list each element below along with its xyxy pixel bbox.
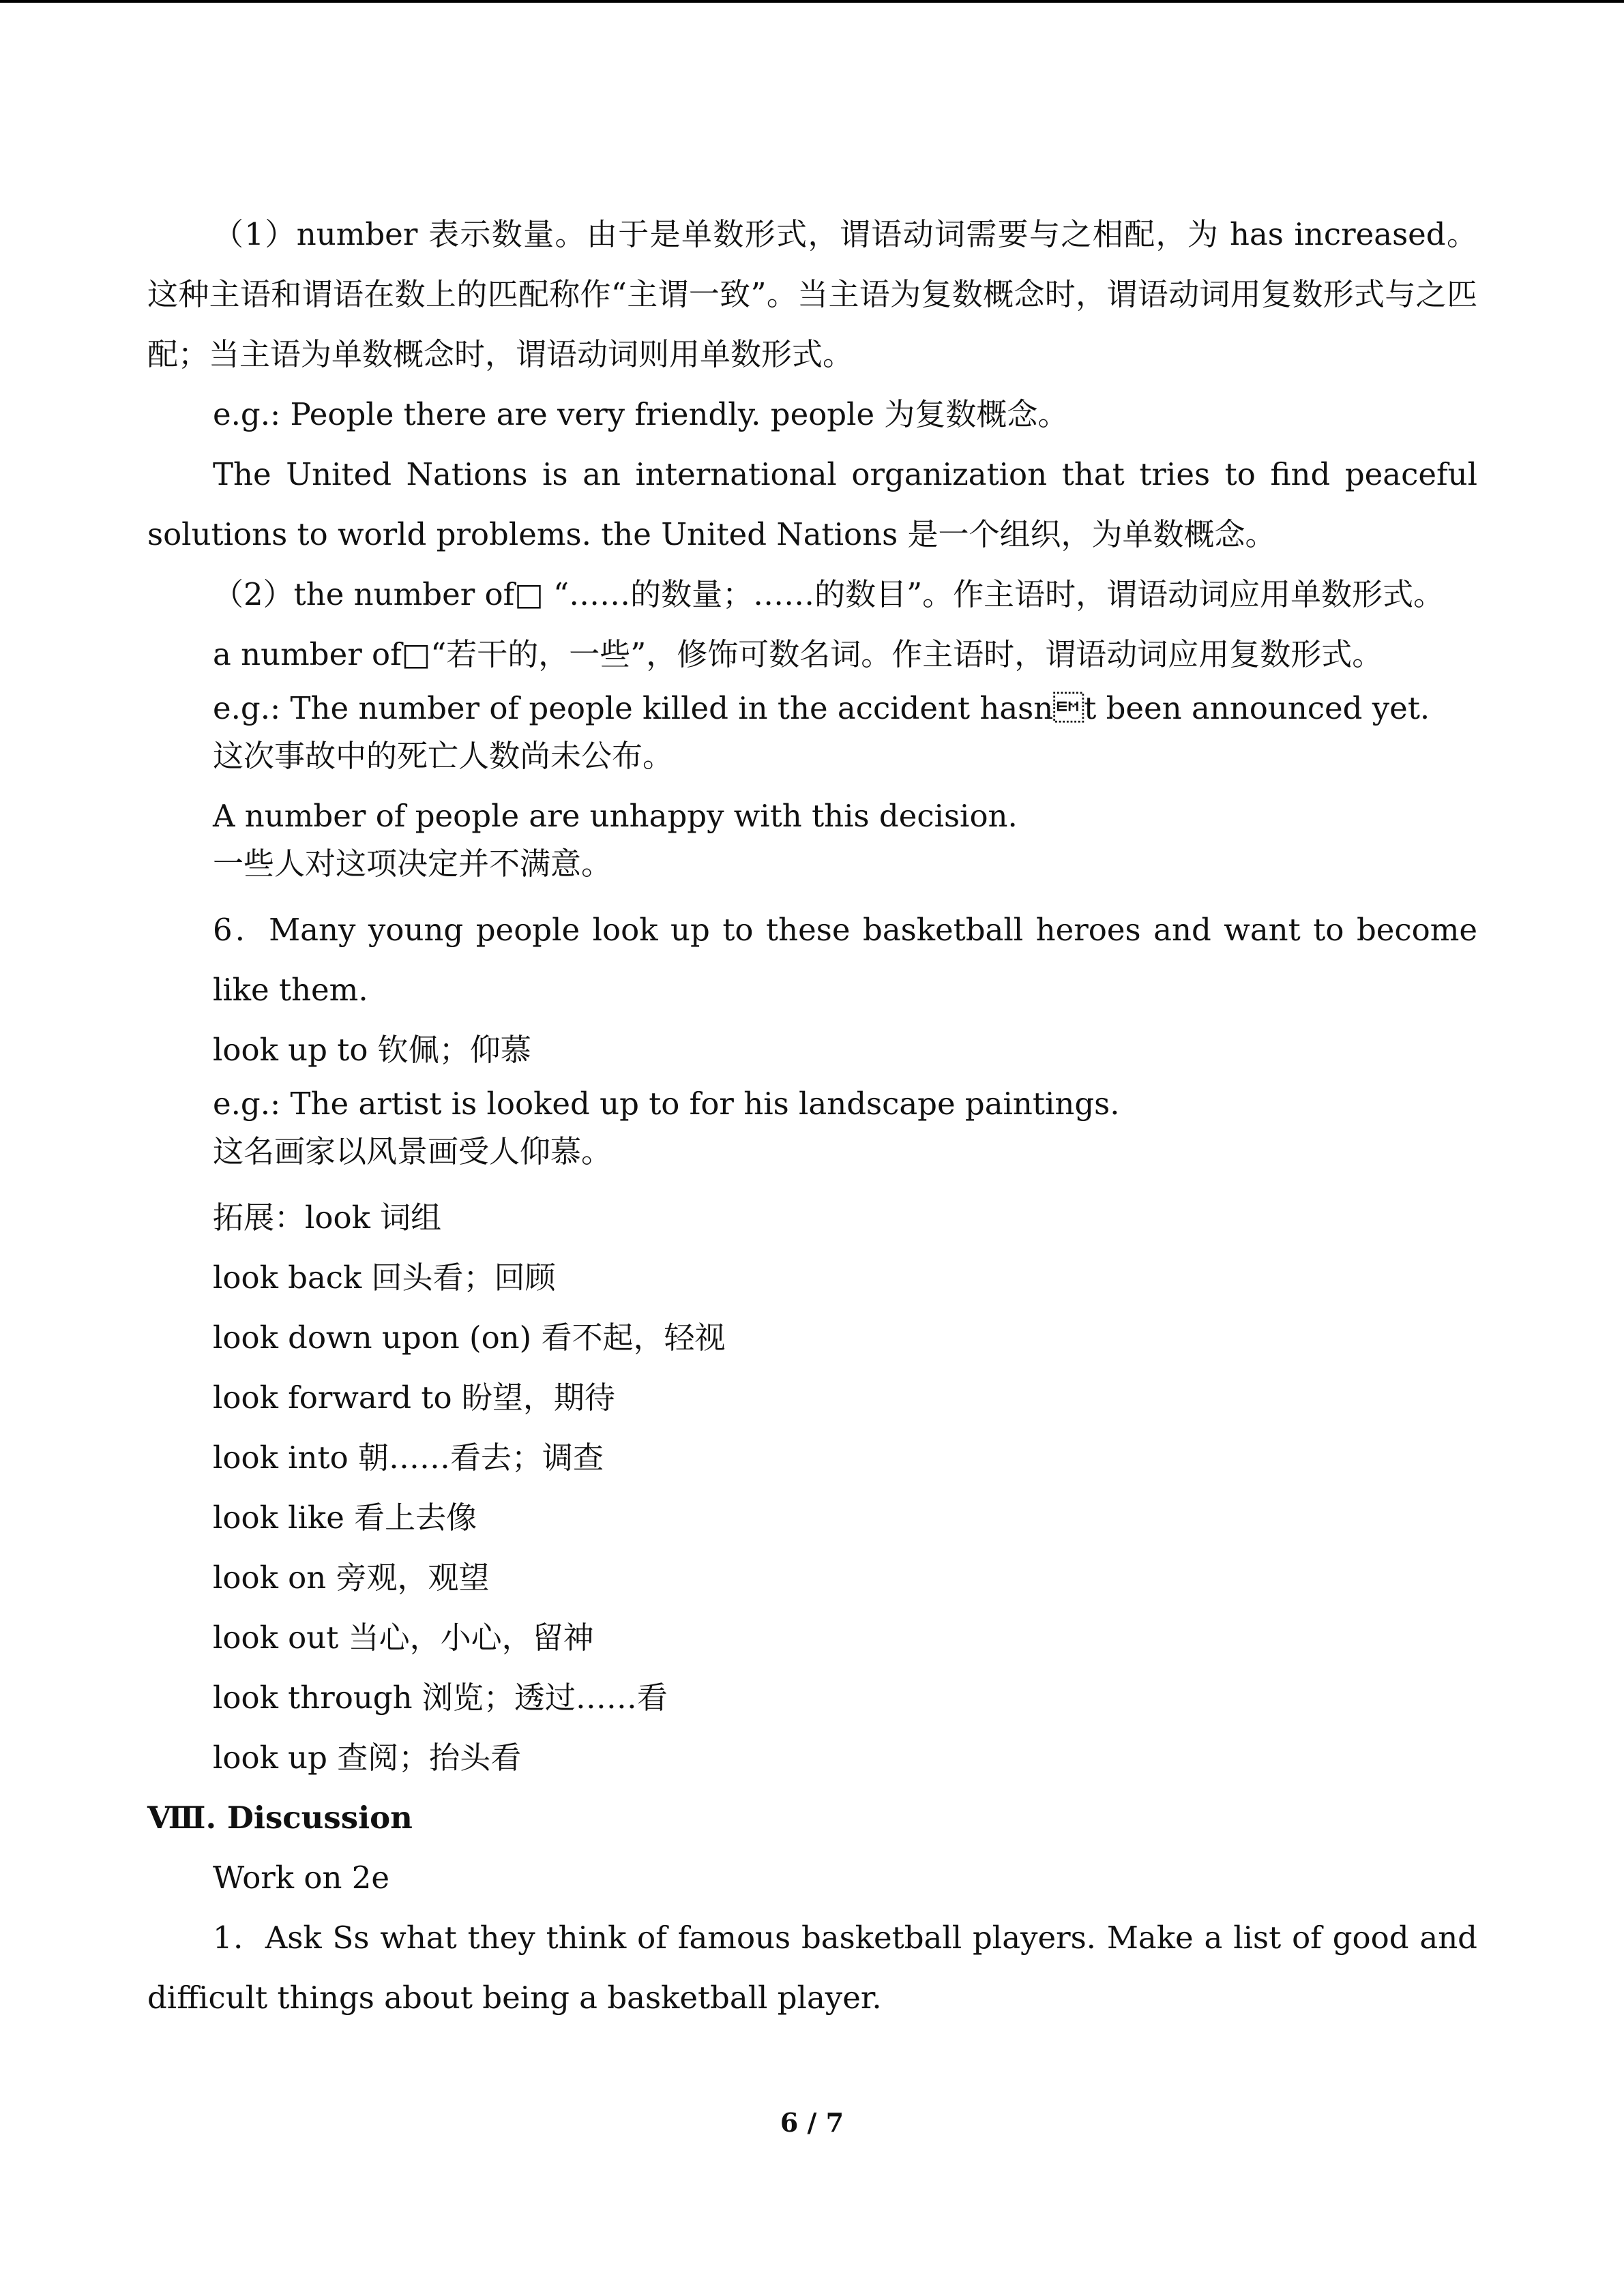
extension-label: 拓展：look 词组 <box>213 1199 442 1236</box>
phrase-item: look up 查阅；抬头看 <box>213 1740 522 1776</box>
phrase-item: look out 当心，小心，留神 <box>213 1620 594 1656</box>
phrase-look-up-to: look up to 钦佩；仰慕 <box>213 1032 531 1068</box>
example-decision-translation: 一些人对这项决定并不满意。 <box>213 846 612 882</box>
example-united-nations: The United Nations is an international organization that tries to find peaceful solutions to world problems. the United Nations 是一个组织，为单数概念。 <box>147 456 1477 552</box>
phrase-item: look back 回头看；回顾 <box>213 1259 556 1296</box>
discussion-step-1: 1．Ask Ss what they think of famous basketball players. Make a list of good and difficult things about being a basketball player. <box>147 1920 1477 2016</box>
paragraph-the-number-of: （2）the number of□ “……的数量；……的数目”。作主语时，谓语动词应用单数形式。 <box>213 576 1445 612</box>
section-heading-discussion: Ⅷ. Discussion <box>147 1800 413 1836</box>
work-on-label: Work on 2e <box>213 1860 390 1896</box>
example-accident-translation: 这次事故中的死亡人数尚未公布。 <box>213 738 674 774</box>
document-body <box>147 205 1477 2028</box>
phrase-item: look through 浏览；透过……看 <box>213 1680 668 1716</box>
paragraph-a-number-of: a number of□“若干的，一些”，修饰可数名词。作主语时，谓语动词应用复数形式。 <box>213 636 1383 672</box>
paragraph-number-agreement: （1）number 表示数量。由于是单数形式，谓语动词需要与之相配，为 has increased。这种主语和谓语在数上的匹配称作“主谓一致”。当主语为复数概念时，谓语动词用复数形式与之匹配；当主语为单数概念时，谓语动词则用单数形式。 <box>147 216 1477 372</box>
example-decision: A number of people are unhappy with this decision. <box>213 798 1018 834</box>
page-number: 6 / 7 <box>780 2107 844 2138</box>
phrase-list <box>147 1248 1477 1788</box>
example-artist-translation: 这名画家以风景画受人仰慕。 <box>213 1133 612 1169</box>
top-border-line <box>0 0 1624 3</box>
phrase-item: look like 看上去像 <box>213 1500 477 1536</box>
example-accident: e.g.: The number of people killed in the accident hasnt been announced yet. <box>213 690 1430 726</box>
phrase-item: look forward to 盼望，期待 <box>213 1380 615 1416</box>
sentence-6: 6．Many young people look up to these basketball heroes and want to become like them. <box>213 912 1477 1008</box>
example-artist: e.g.: The artist is looked up to for his landscape paintings. <box>213 1086 1120 1122</box>
phrase-item: look into 朝……看去；调查 <box>213 1440 604 1476</box>
example-people: e.g.: People there are very friendly. people 为复数概念。 <box>213 396 1069 432</box>
phrase-item: look on 旁观，观望 <box>213 1560 490 1596</box>
phrase-item: look down upon (on) 看不起，轻视 <box>213 1320 726 1356</box>
